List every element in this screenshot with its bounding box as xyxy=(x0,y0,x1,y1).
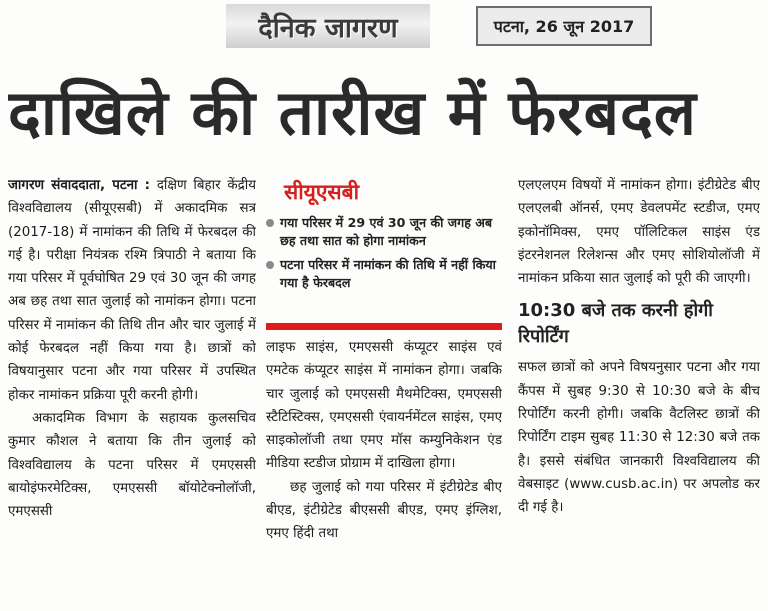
column-1-paragraph-1 xyxy=(8,174,256,407)
column-3-paragraph-2: सफल छात्रों को अपने विषयनुसार पटना और गया कैंपस में सुबह 9:30 से 10:30 बजे के बीच रिपोर्टिंग करनी होगी। जबकि वैटलिस्ट छात्रों की रिपोर्टिंग टाइम सुबह 11:30 से 12:30 बजे तक है। इससे संबंधित जानकारी विश्वविद्यालय की वेबसाइट (www.cusb.ac.in) पर अपलोड कर दी गई है। xyxy=(518,360,760,516)
bullet-icon xyxy=(266,219,274,227)
column-1-text-1: दक्षिण बिहार केंद्रीय विश्वविद्यालय (सीयूएसबी) में अकादमिक सत्र (2017-18) में नामांकन की तिथि में फेरबदल की गई है। परीक्षा नियंत्रक रश्मि त्रिपाठी ने बताया कि गया परिसर में पूर्वघोषित 29 एवं 30 जून की जगह अब छह तथा सात जुलाई को नामांकन होगा। पटना परिसर में नामांकन की तिथि तीन और चार जुलाई में कोई फेरबदल नहीं किया गया है। छात्रों को विषयानुसार पटना और गया परिसर में उपस्थित होकर नामांकन प्रक्रिया पूरी करनी होगी। xyxy=(8,178,256,403)
article-subheading: 10:30 बजे तक करनी होगी रिपोर्टिंग xyxy=(518,300,713,348)
masthead-title: दैनिक जागरण xyxy=(258,12,398,44)
byline: जागरण संवाददाता, पटना : xyxy=(8,178,151,193)
highlight-box xyxy=(266,174,502,330)
article-column-3 xyxy=(518,174,760,607)
newspaper-masthead xyxy=(226,4,430,48)
column-2-paragraph-1: लाइफ साइंस, एमएससी कंप्यूटर साइंस एवं एमटेक कंप्यूटर साइंस में नामांकन होगा। जबकि चार जुलाई को एमएससी मैथमेटिक्स, एमएससी स्टैटिस्टिक्स, एमएससी एंवायर्नमेंटल साइंस, एमए साइकोलॉजी तथा एमए मॉस कम्युनिकेशन एंड मीडिया स्टडीज प्रोग्राम में दाखिला होगा। xyxy=(266,340,502,472)
highlight-title: सीयूएसबी xyxy=(284,180,360,204)
highlight-item-text: पटना परिसर में नामांकन की तिथि में नहीं किया गया है फेरबदल xyxy=(280,257,496,290)
column-1-paragraph-2: अकादमिक विभाग के सहायक कुलसचिव कुमार कौशल ने बताया कि तीन जुलाई को विश्वविद्यालय के पटना परिसर में एमएससी बायोइंफरमेटिक्स, एमएससी बॉयोटेक्नोलॉजी, एमएससी xyxy=(8,410,256,520)
highlight-item-text: गया परिसर में 29 एवं 30 जून की जगह अब छह तथा सात को होगा नामांकन xyxy=(280,215,493,248)
column-2-paragraph-2: छह जुलाई को गया परिसर में इंटीग्रेटेड बीए बीएड, इंटीग्रेटेड बीएससी बीएड, एमए इंग्लिश, एमए हिंदी तथा xyxy=(266,479,502,542)
article-column-2 xyxy=(266,174,502,607)
dateline-text: पटना, 26 जून 2017 xyxy=(493,17,635,36)
article-column-1 xyxy=(8,174,256,607)
highlight-divider-bar xyxy=(266,323,502,330)
highlight-item xyxy=(266,256,502,292)
dateline-box xyxy=(476,6,652,46)
article-headline: दाखिले की तारीख में फेरबदल xyxy=(8,76,697,149)
column-3-paragraph-1: एलएलएम विषयों में नामांकन होगा। इंटीग्रेटेड बीए एलएलबी ऑनर्स, एमए डेवलपमेंट स्टडीज, एमए इकोनॉमिक्स, एमए पॉलिटिकल साइंस एंड इंटरनेशनल रिलेशन्स और एमए सोशियोलॉजी में नामांकन प्रकिया सात जुलाई को पूरी की जाएगी। xyxy=(518,178,760,287)
bullet-icon xyxy=(266,261,274,269)
highlight-item xyxy=(266,214,502,250)
